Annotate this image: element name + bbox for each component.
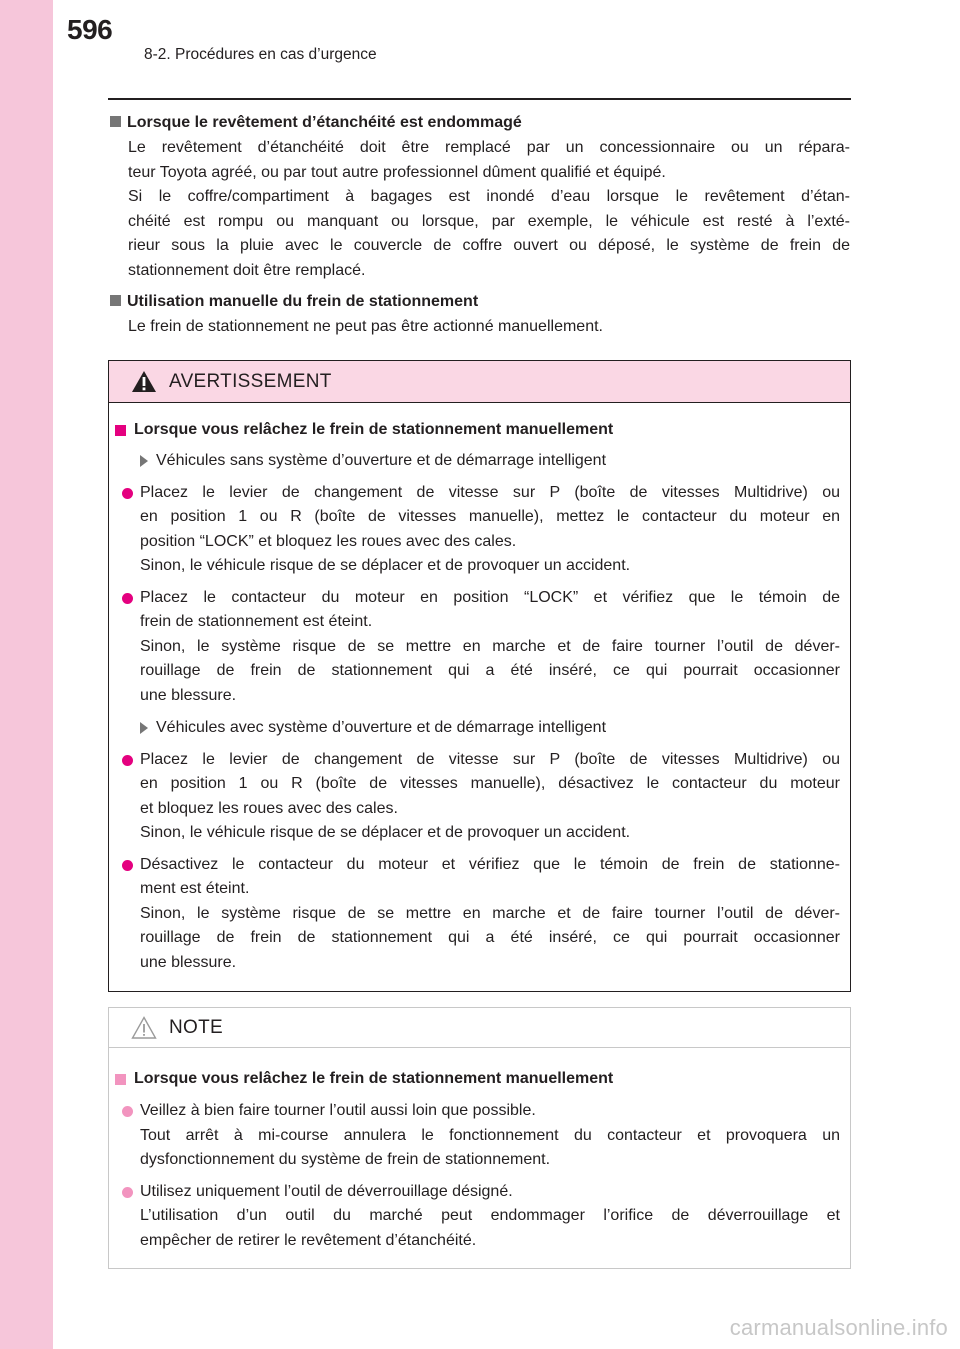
square-bullet-icon [110,116,121,127]
circle-bullet-icon [122,1187,133,1198]
circle-bullet-icon [122,1106,133,1117]
page-number: 596 [67,14,113,45]
arrow-right-icon [140,722,148,734]
section-paragraph: Le frein de stationnement ne peut pas être actionné manuellement. [128,318,603,335]
warning-box [108,360,851,992]
circle-bullet-icon [122,755,133,766]
square-bullet-icon [115,1074,126,1085]
running-head: 8-2. Procédures en cas d’urgence [144,46,377,63]
arrow-right-icon [140,455,148,467]
circle-bullet-icon [122,860,133,871]
warning-title: Lorsque vous relâchez le frein de stationnement manuellement [115,417,840,443]
note-header [109,1008,850,1048]
square-bullet-icon [110,295,121,306]
list-item: Désactivez le contacteur du moteur et vérifiez que le témoin de frein de stationne- ment est éteint. Sinon, le système risque de se mettre en marche et de faire tourner l’outil de déver- rouillage de frein de stationnement qui a été inséré, ce qui pourrait occasionner une blessure. [115,853,840,976]
condition-line: Véhicules sans système d’ouverture et de démarrage intelligent [115,449,840,474]
circle-bullet-icon [122,593,133,604]
note-box [108,1007,851,1269]
list-item: Placez le levier de changement de vitesse sur P (boîte de vitesses Multidrive) ou en position 1 ou R (boîte de vitesses manuelle), mettez le contacteur du moteur en position “LOCK” et bloquez les roues avec des cales. Sinon, le véhicule risque de se déplacer et de provoquer un accident. [115,481,840,579]
square-bullet-icon [115,425,126,436]
section-title: Utilisation manuelle du frein de stationnement [110,289,850,315]
note-label: NOTE [169,1016,223,1038]
list-item: Utilisez uniquement l’outil de déverrouillage désigné. L’utilisation d’un outil du marché peut endommager l’orifice de déverrouillage et empêcher de retirer le revêtement d’étanchéité. [115,1180,840,1254]
list-item: Placez le contacteur du moteur en position “LOCK” et vérifiez que le témoin de frein de stationnement est éteint. Sinon, le système risque de se mettre en marche et de faire tourner l’outil de déver- rouillage de frein de stationnement qui a été inséré, ce qui pourrait occasionner une blessure. [115,586,840,709]
circle-bullet-icon [122,488,133,499]
main-text [110,110,850,340]
list-item: Veillez à bien faire tourner l’outil aussi loin que possible. Tout arrêt à mi-course annulera le fonctionnement du contacteur et provoquera un dysfonctionnement du système de frein de stationnement. [115,1099,840,1173]
warning-triangle-icon [131,370,157,393]
watermark: carmanualsonline.info [729,1315,948,1340]
side-color-strip [0,0,53,1349]
note-title: Lorsque vous relâchez le frein de stationnement manuellement [115,1066,840,1092]
warning-body [109,403,850,975]
condition-line: Véhicules avec système d’ouverture et de démarrage intelligent [115,716,840,741]
section-paragraph: Le revêtement d’étanchéité doit être remplacé par un concessionnaire ou un répara- teur Toyota agréé, ou par tout autre professionnel dûment qualifié et équipé. Si le coffre/compartiment à bagages est inondé d’eau lorsque le revêtement d’étan- chéité est rompu ou manquant ou lorsque, par exemple, le véhicule est resté à l’exté- rieur sous la pluie avec le couvercle de coffre ouvert ou déposé, le système de frein de stationnement doit être remplacé. [128,139,850,279]
section-title: Lorsque le revêtement d’étanchéité est endommagé [110,110,850,136]
warning-header [109,361,850,403]
warning-label: AVERTISSEMENT [169,370,332,392]
header-rule [108,98,851,100]
caution-triangle-outline-icon [131,1016,157,1039]
note-body [109,1048,850,1253]
list-item: Placez le levier de changement de vitesse sur P (boîte de vitesses Multidrive) ou en position 1 ou R (boîte de vitesses manuelle), désactivez le contacteur du moteur et bloquez les roues avec des cales. Sinon, le véhicule risque de se déplacer et de provoquer un accident. [115,748,840,846]
